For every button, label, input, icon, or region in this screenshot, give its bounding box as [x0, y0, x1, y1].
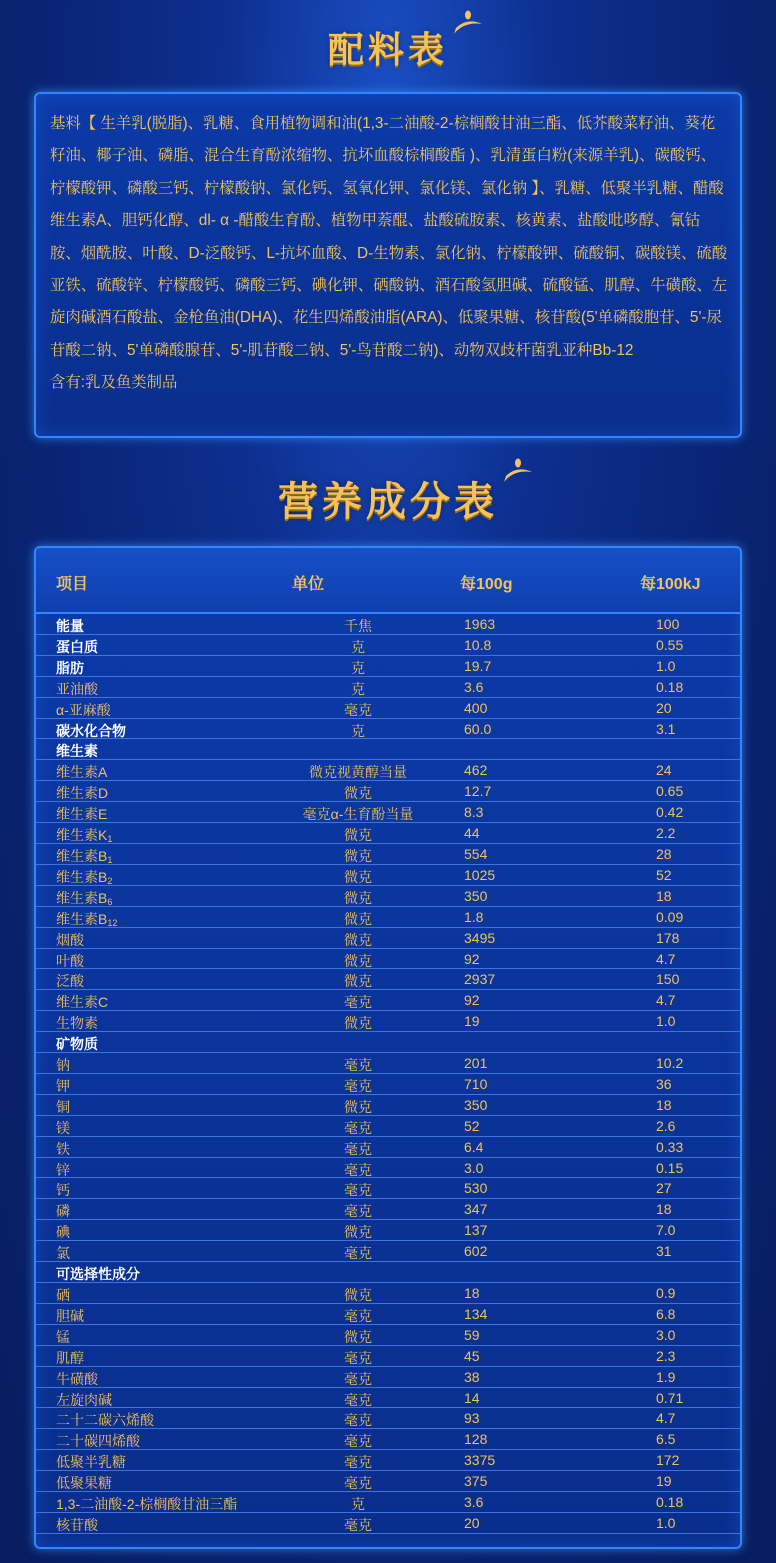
- value-per100kj: 1.0: [656, 657, 676, 674]
- nutrient-name-text: 钠: [56, 1057, 70, 1074]
- nutrient-name-text: 维生素D: [56, 785, 109, 802]
- nutrient-unit: 毫克: [344, 701, 372, 718]
- value-per100kj: 1.9: [656, 1368, 676, 1385]
- nutrient-unit: 微克: [344, 973, 372, 990]
- nutrient-name-text: 维生素: [56, 743, 98, 760]
- nutrition-table: [34, 546, 742, 1549]
- value-per100kj: 0.18: [656, 678, 684, 695]
- nutrient-name: [56, 888, 112, 908]
- table-row: [36, 928, 740, 949]
- value-per100g: 128: [464, 1431, 488, 1448]
- value-per100kj: 0.42: [656, 804, 684, 821]
- table-row: [36, 1471, 740, 1492]
- nutrient-name-text: 二十二碳六烯酸: [56, 1412, 154, 1429]
- value-per100kj: 0.09: [656, 908, 684, 925]
- value-per100kj: 4.7: [656, 950, 676, 967]
- value-per100kj: 4.7: [656, 1410, 676, 1427]
- value-per100g: 92: [464, 992, 480, 1009]
- nutrient-name-text: 维生素B: [56, 847, 108, 864]
- nutrient-name: [56, 1410, 154, 1430]
- nutrient-name: [56, 700, 111, 720]
- value-per100kj: 31: [656, 1243, 672, 1260]
- value-per100kj: 0.9: [656, 1285, 676, 1301]
- value-per100g: 400: [464, 699, 488, 716]
- nutrient-name: [56, 1473, 112, 1493]
- nutrient-name: [56, 741, 98, 761]
- table-row: [36, 1408, 740, 1429]
- section-row: [36, 1032, 740, 1053]
- table-row: [36, 1429, 740, 1450]
- nutrient-name: [56, 1013, 98, 1033]
- table-row: [36, 1492, 740, 1513]
- nutrient-name: [56, 867, 112, 887]
- nutrient-name-text: 硒: [56, 1287, 70, 1303]
- nutrient-name: [56, 1201, 70, 1221]
- value-per100g: 201: [464, 1055, 488, 1072]
- value-per100g: 45: [464, 1347, 480, 1364]
- nutrient-name: [56, 1180, 70, 1200]
- nutrient-name-text: 生物素: [56, 1015, 98, 1032]
- nutrient-name: [56, 1160, 70, 1180]
- nutrient-name: [56, 846, 112, 866]
- section-row: [36, 1262, 740, 1283]
- nutrient-name-text: 左旋肉碱: [56, 1391, 112, 1408]
- value-per100kj: 20: [656, 699, 672, 716]
- value-per100g: 3375: [464, 1452, 496, 1469]
- table-row: [36, 1137, 740, 1158]
- nutrient-name: [56, 909, 117, 929]
- value-per100kj: 150: [656, 971, 680, 988]
- value-per100kj: 6.5: [656, 1431, 676, 1448]
- nutrient-name-text: 低聚半乳糖: [56, 1454, 126, 1471]
- nutrient-unit: 毫克: [344, 1140, 372, 1157]
- nutrient-name: [56, 1515, 98, 1535]
- nutrient-name-text: 维生素A: [56, 764, 108, 781]
- nutrient-name: [56, 804, 107, 824]
- nutrient-name-text: 锰: [56, 1328, 70, 1345]
- table-row: [36, 760, 740, 781]
- nutrient-name-text: 维生素E: [56, 806, 108, 823]
- nutrient-name: [56, 1348, 84, 1368]
- allergen-note: 含有:乳及鱼类制品: [50, 374, 178, 392]
- nutrient-unit: 克: [351, 722, 365, 739]
- value-per100kj: 10.2: [656, 1055, 684, 1072]
- nutrient-name-text: 泛酸: [56, 973, 84, 990]
- value-per100g: 59: [464, 1326, 480, 1343]
- nutrient-name: [56, 1494, 237, 1514]
- table-row: [36, 802, 740, 823]
- table-row: [36, 1304, 740, 1325]
- ingredients-text: 基料【 生羊乳(脱脂)、乳糖、食用植物调和油(1,3-二油酸-2-棕榈酸甘油三酯、低芥酸菜籽油、葵花籽油、椰子油、磷脂、混合生育酚浓缩物、抗坏血酸棕榈酸酯 )、乳清蛋白粉(来源羊乳)、碳酸钙、柠檬酸钾、磷酸三钙、柠檬酸钠、氯化钙、氢氧化钾、氯化镁、氯化钠 】、乳糖、低聚半乳糖、醋酸维生素A、胆钙化醇、dl- α -醋酸生育酚、植物甲萘醌、盐酸硫胺素、核黄素、盐酸吡哆醇、氰钴胺、烟酰胺、叶酸、D-泛酸钙、L-抗坏血酸、D-生物素、氯化钠、柠檬酸钾、硫酸铜、碳酸镁、硫酸亚铁、硫酸锌、柠檬酸钙、磷酸三钙、碘化钾、硒酸钠、酒石酸氢胆碱、硫酸锰、肌醇、牛磺酸、左旋肉碱酒石酸盐、金枪鱼油(DHA)、花生四烯酸油脂(ARA)、低聚果糖、核苷酸(5'单磷酸胞苷、5'-尿苷酸二钠、5'单磷酸腺苷、5'-肌苷酸二钠、5'-鸟苷酸二钠)、动物双歧杆菌乳亚种Bb-12: [50, 115, 728, 359]
- value-per100g: 554: [464, 845, 488, 862]
- value-per100kj: 6.8: [656, 1305, 676, 1322]
- value-per100g: 710: [464, 1075, 488, 1092]
- nutrient-name-text: 核苷酸: [56, 1516, 98, 1533]
- nutrient-unit: 毫克α-生育酚当量: [302, 806, 414, 823]
- value-per100g: 347: [464, 1201, 488, 1218]
- nutrient-name-text: 矿物质: [56, 1036, 98, 1053]
- value-per100g: 375: [464, 1473, 488, 1490]
- value-per100kj: 0.15: [656, 1159, 684, 1176]
- table-row: [36, 1346, 740, 1367]
- value-per100kj: 172: [656, 1452, 680, 1469]
- nutrient-name-text: 铜: [56, 1098, 70, 1115]
- table-row: [36, 719, 740, 740]
- nutrient-name: [56, 1306, 84, 1326]
- nutrient-name-text: 磷: [56, 1203, 70, 1220]
- nutrient-name-text: 维生素B: [56, 889, 108, 906]
- nutrient-name: [56, 1264, 140, 1284]
- value-per100kj: 2.2: [656, 825, 676, 842]
- value-per100g: 8.3: [464, 804, 484, 821]
- nutrient-unit: 毫克: [344, 994, 372, 1011]
- table-row: [36, 635, 740, 656]
- table-row: [36, 907, 740, 928]
- nutrient-unit: 毫克: [344, 1391, 372, 1408]
- value-per100g: 10.8: [464, 636, 492, 653]
- nutrient-name-text: α-亚麻酸: [56, 701, 111, 718]
- value-per100g: 52: [464, 1117, 480, 1134]
- header-item: 项目: [56, 576, 89, 593]
- table-row: [36, 1283, 740, 1304]
- table-row: [36, 1388, 740, 1409]
- nutrient-subscript: 12: [107, 917, 118, 928]
- value-per100g: 2937: [464, 971, 496, 988]
- nutrition-title: 营养成分表: [0, 470, 776, 527]
- nutrient-name-text: 可选择性成分: [56, 1266, 140, 1283]
- nutrient-unit: 毫克: [344, 1119, 372, 1136]
- milk-splash-icon: [450, 8, 486, 38]
- value-per100g: 12.7: [464, 783, 492, 800]
- value-per100g: 602: [464, 1243, 488, 1260]
- nutrient-name-text: 碳水化合物: [56, 722, 126, 739]
- nutrient-subscript: 1: [107, 854, 113, 865]
- nutrient-name: [56, 1452, 126, 1472]
- value-per100kj: 3.1: [656, 720, 676, 737]
- table-row: [36, 1095, 740, 1116]
- nutrient-name-text: 亚油酸: [56, 680, 98, 697]
- value-per100g: 350: [464, 1096, 488, 1113]
- ingredients-panel: [34, 92, 742, 438]
- nutrient-unit: 微克: [344, 1015, 372, 1032]
- milk-splash-icon: [500, 456, 536, 486]
- value-per100kj: 0.55: [656, 636, 684, 653]
- nutrient-name: [56, 1243, 70, 1263]
- table-row: [36, 1053, 740, 1074]
- value-per100kj: 28: [656, 845, 672, 862]
- nutrient-name-text: 牛磺酸: [56, 1370, 98, 1387]
- nutrient-unit: 克: [351, 638, 365, 655]
- table-row: [36, 1178, 740, 1199]
- value-per100g: 60.0: [464, 720, 492, 737]
- table-row: [36, 698, 740, 719]
- nutrient-name: [56, 679, 98, 699]
- nutrient-unit: 毫克: [344, 1057, 372, 1074]
- section-row: [36, 739, 740, 760]
- nutrient-name: [56, 1285, 70, 1305]
- nutrient-name-text: 肌醇: [56, 1349, 84, 1366]
- value-per100kj: 19: [656, 1473, 672, 1490]
- value-per100kj: 3.0: [656, 1326, 676, 1343]
- nutrient-name: [56, 616, 84, 636]
- nutrient-subscript: 1: [107, 834, 113, 845]
- table-row: [36, 990, 740, 1011]
- table-row: [36, 781, 740, 802]
- nutrient-unit: 毫克: [344, 1307, 372, 1324]
- nutrient-name-text: 二十碳四烯酸: [56, 1433, 140, 1450]
- nutrient-name: [56, 1118, 70, 1138]
- nutrient-unit: 克: [351, 659, 365, 676]
- nutrient-subscript: 6: [107, 896, 113, 907]
- value-per100kj: 7.0: [656, 1222, 676, 1239]
- nutrient-unit: 毫克: [344, 1516, 372, 1533]
- nutrient-name-text: 蛋白质: [56, 638, 98, 655]
- table-row: [36, 1116, 740, 1137]
- nutrient-unit: 微克: [344, 847, 372, 864]
- table-row: [36, 614, 740, 635]
- value-per100kj: 27: [656, 1180, 672, 1197]
- table-row: [36, 865, 740, 886]
- table-header: [36, 548, 740, 614]
- nutrient-subscript: 2: [107, 875, 113, 886]
- nutrient-name: [56, 1139, 70, 1159]
- nutrient-name: [56, 971, 84, 991]
- table-row: [36, 823, 740, 844]
- nutrient-unit: 微克: [344, 868, 372, 885]
- value-per100kj: 100: [656, 616, 680, 632]
- value-per100g: 93: [464, 1410, 480, 1427]
- value-per100g: 137: [464, 1222, 488, 1239]
- nutrient-name: [56, 1431, 140, 1451]
- value-per100g: 3.6: [464, 678, 484, 695]
- value-per100kj: 24: [656, 762, 672, 779]
- nutrient-unit: 毫克: [344, 1349, 372, 1366]
- table-row: [36, 1325, 740, 1346]
- value-per100kj: 0.71: [656, 1389, 684, 1406]
- nutrient-name-text: 能量: [56, 618, 84, 634]
- nutrient-unit: 微克: [344, 1224, 372, 1241]
- nutrient-unit: 毫克: [344, 1182, 372, 1199]
- table-row: [36, 1074, 740, 1095]
- nutrient-name: [56, 1055, 70, 1075]
- value-per100g: 18: [464, 1285, 480, 1301]
- value-per100g: 3.0: [464, 1159, 484, 1176]
- nutrient-name: [56, 1097, 70, 1117]
- nutrient-name-text: 铁: [56, 1140, 70, 1157]
- value-per100g: 20: [464, 1514, 480, 1531]
- nutrient-name: [56, 930, 84, 950]
- value-per100kj: 1.0: [656, 1514, 676, 1531]
- value-per100kj: 52: [656, 866, 672, 883]
- nutrient-unit: 微克: [344, 889, 372, 906]
- value-per100kj: 178: [656, 929, 680, 946]
- nutrient-name: [56, 1369, 98, 1389]
- nutrient-name: [56, 1076, 70, 1096]
- nutrient-name-text: 钙: [56, 1182, 70, 1199]
- nutrient-name: [56, 1034, 98, 1054]
- nutrient-unit: 微克: [344, 952, 372, 969]
- value-per100kj: 0.65: [656, 783, 684, 800]
- nutrient-unit: 毫克: [344, 1203, 372, 1220]
- nutrient-unit: 克: [351, 680, 365, 697]
- nutrient-name-text: 维生素B: [56, 868, 108, 885]
- value-per100kj: 18: [656, 1201, 672, 1218]
- nutrient-name: [56, 637, 98, 657]
- table-row: [36, 969, 740, 990]
- header-per100g: 每100g: [460, 576, 513, 593]
- value-per100g: 462: [464, 762, 488, 779]
- value-per100kj: 2.3: [656, 1347, 676, 1364]
- value-per100g: 3495: [464, 929, 496, 946]
- value-per100g: 6.4: [464, 1138, 484, 1155]
- nutrient-unit: 微克: [344, 1328, 372, 1345]
- nutrient-name-text: 钾: [56, 1077, 70, 1094]
- nutrient-name-text: 维生素C: [56, 994, 109, 1011]
- nutrient-unit: 微克: [344, 827, 372, 844]
- value-per100g: 38: [464, 1368, 480, 1385]
- value-per100g: 350: [464, 887, 488, 904]
- nutrient-name: [56, 825, 112, 845]
- nutrient-name-text: 维生素B: [56, 910, 108, 927]
- table-row: [36, 1367, 740, 1388]
- nutrient-unit: 毫克: [344, 1370, 372, 1387]
- value-per100g: 134: [464, 1305, 488, 1322]
- value-per100kj: 0.33: [656, 1138, 684, 1155]
- header-per100kj: 每100kJ: [640, 576, 701, 593]
- nutrient-name-text: 脂肪: [56, 659, 84, 676]
- ingredients-title: 配料表: [0, 22, 776, 73]
- value-per100g: 14: [464, 1389, 480, 1406]
- nutrient-name-text: 烟酸: [56, 931, 84, 948]
- nutrient-name-text: 低聚果糖: [56, 1475, 112, 1492]
- table-row: [36, 1220, 740, 1241]
- nutrient-unit: 微克: [344, 1287, 372, 1303]
- value-per100g: 3.6: [464, 1494, 484, 1511]
- nutrient-name: [56, 721, 126, 741]
- nutrient-name-text: 胆碱: [56, 1307, 84, 1324]
- nutrient-name-text: 叶酸: [56, 952, 84, 969]
- nutrient-name: [56, 658, 84, 678]
- table-row: [36, 1011, 740, 1032]
- nutrient-name-text: 氯: [56, 1245, 70, 1262]
- table-body: [36, 614, 740, 1534]
- value-per100g: 530: [464, 1180, 488, 1197]
- nutrient-unit: 微克视黄醇当量: [309, 764, 407, 781]
- value-per100g: 92: [464, 950, 480, 967]
- table-row: [36, 1450, 740, 1471]
- value-per100kj: 1.0: [656, 1013, 676, 1030]
- header-unit: 单位: [292, 576, 325, 593]
- table-row: [36, 844, 740, 865]
- nutrient-unit: 毫克: [344, 1454, 372, 1471]
- nutrient-unit: 克: [351, 1496, 365, 1513]
- value-per100kj: 18: [656, 887, 672, 904]
- nutrient-unit: 毫克: [344, 1077, 372, 1094]
- nutrient-name-text: 碘: [56, 1224, 70, 1241]
- nutrient-unit: 毫克: [344, 1412, 372, 1429]
- nutrient-unit: 毫克: [344, 1161, 372, 1178]
- value-per100g: 19.7: [464, 657, 492, 674]
- nutrient-unit: 微克: [344, 931, 372, 948]
- value-per100g: 1963: [464, 616, 496, 632]
- value-per100kj: 18: [656, 1096, 672, 1113]
- nutrient-name-text: 锌: [56, 1161, 70, 1178]
- value-per100g: 1025: [464, 866, 496, 883]
- value-per100kj: 4.7: [656, 992, 676, 1009]
- nutrient-unit: 毫克: [344, 1433, 372, 1450]
- table-row: [36, 1241, 740, 1262]
- nutrient-name: [56, 1390, 112, 1410]
- value-per100kj: 0.18: [656, 1494, 684, 1511]
- nutrient-name-text: 维生素K: [56, 827, 108, 844]
- table-row: [36, 1158, 740, 1179]
- nutrient-name: [56, 992, 108, 1012]
- value-per100kj: 36: [656, 1075, 672, 1092]
- table-row: [36, 1199, 740, 1220]
- nutrient-unit: 千焦: [344, 618, 372, 634]
- nutrient-unit: 毫克: [344, 1245, 372, 1262]
- nutrient-name-text: 1,3-二油酸-2-棕榈酸甘油三酯: [56, 1496, 238, 1513]
- nutrient-unit: 微克: [344, 1098, 372, 1115]
- value-per100g: 19: [464, 1013, 480, 1030]
- table-row: [36, 949, 740, 970]
- table-row: [36, 656, 740, 677]
- nutrient-unit: 毫克: [344, 1475, 372, 1492]
- nutrient-name: [56, 951, 84, 971]
- value-per100g: 44: [464, 825, 480, 842]
- nutrient-name: [56, 1327, 70, 1347]
- nutrient-unit: 微克: [344, 785, 372, 802]
- nutrient-name: [56, 1222, 70, 1242]
- table-row: [36, 677, 740, 698]
- nutrient-unit: 微克: [344, 910, 372, 927]
- nutrient-name: [56, 762, 107, 782]
- nutrient-name-text: 镁: [56, 1119, 70, 1136]
- value-per100kj: 2.6: [656, 1117, 676, 1134]
- table-row: [36, 886, 740, 907]
- table-row: [36, 1513, 740, 1534]
- value-per100g: 1.8: [464, 908, 484, 925]
- nutrient-name: [56, 783, 108, 803]
